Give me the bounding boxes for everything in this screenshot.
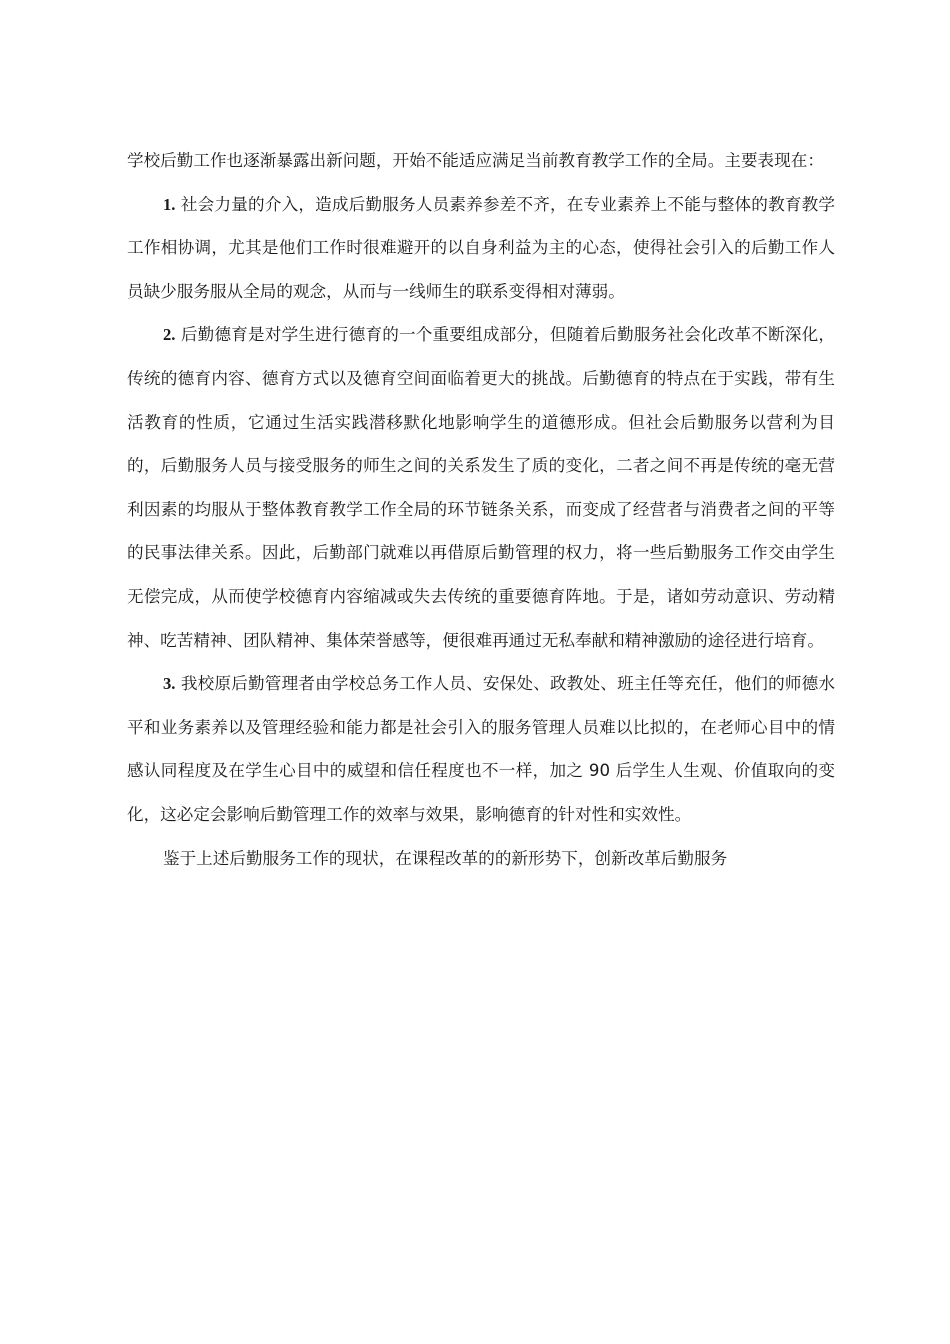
paragraph-text: 后勤德育是对学生进行德育的一个重要组成部分，但随着后勤服务社会化改革不断深化，传统的德育内容、德育方式以及德育空间面临着更大的挑战。后勤德育的特点在于实践，带有生活教育的性质，它通过生活实践潜移默化地影响学生的道德形成。但社会后勤服务以营利为目的，后勤服务人员与接受服务的师生之间的关系发生了质的变化，二者之间不再是传统的毫无营利因素的均服从于整体教育教学工作全局的环节链条关系，而变成了经营者与消费者之间的平等的民事法律关系。因此，后勤部门就难以再借原后勤管理的权力，将一些后勤服务工作交由学生无偿完成，从而使学校德育内容缩减或失去传统的重要德育阵地。于是，诸如劳动意识、劳动精神、吃苦精神、团队精神、集体荣誉感等，便很难再通过无私奉献和精神激励的途径进行培育。 <box>127 325 835 650</box>
paragraph-item-2 <box>127 313 835 662</box>
paragraph-intro <box>127 139 835 183</box>
paragraph-conclusion <box>127 837 835 881</box>
paragraph-text: 社会力量的介入，造成后勤服务人员素养参差不齐，在专业素养上不能与整体的教育教学工作相协调，尤其是他们工作时很难避开的以自身利益为主的心态，使得社会引入的后勤工作人员缺少服务服从全局的观念，从而与一线师生的联系变得相对薄弱。 <box>127 194 835 301</box>
document-page <box>127 139 835 880</box>
paragraph-item-3 <box>127 662 835 836</box>
paragraph-text: 我校原后勤管理者由学校总务工作人员、安保处、政教处、班主任等充任，他们的师德水平和业务素养以及管理经验和能力都是社会引入的服务管理人员难以比拟的，在老师心目中的情感认同程度及在学生心目中的威望和信任程度也不一样，加之 90 后学生人生观、价值取向的变化，这必定会影响后勤管理工作的效率与效果，影响德育的针对性和实效性。 <box>127 674 835 824</box>
paragraph-number: 1. <box>163 194 176 214</box>
paragraph-number: 3. <box>163 674 176 694</box>
paragraph-text: 学校后勤工作也逐渐暴露出新问题，开始不能适应满足当前教育教学工作的全局。主要表现在： <box>127 151 824 170</box>
paragraph-number: 2. <box>163 325 176 345</box>
paragraph-text: 鉴于上述后勤服务工作的现状，在课程改革的的新形势下，创新改革后勤服务 <box>163 848 728 868</box>
paragraph-item-1 <box>127 183 835 314</box>
